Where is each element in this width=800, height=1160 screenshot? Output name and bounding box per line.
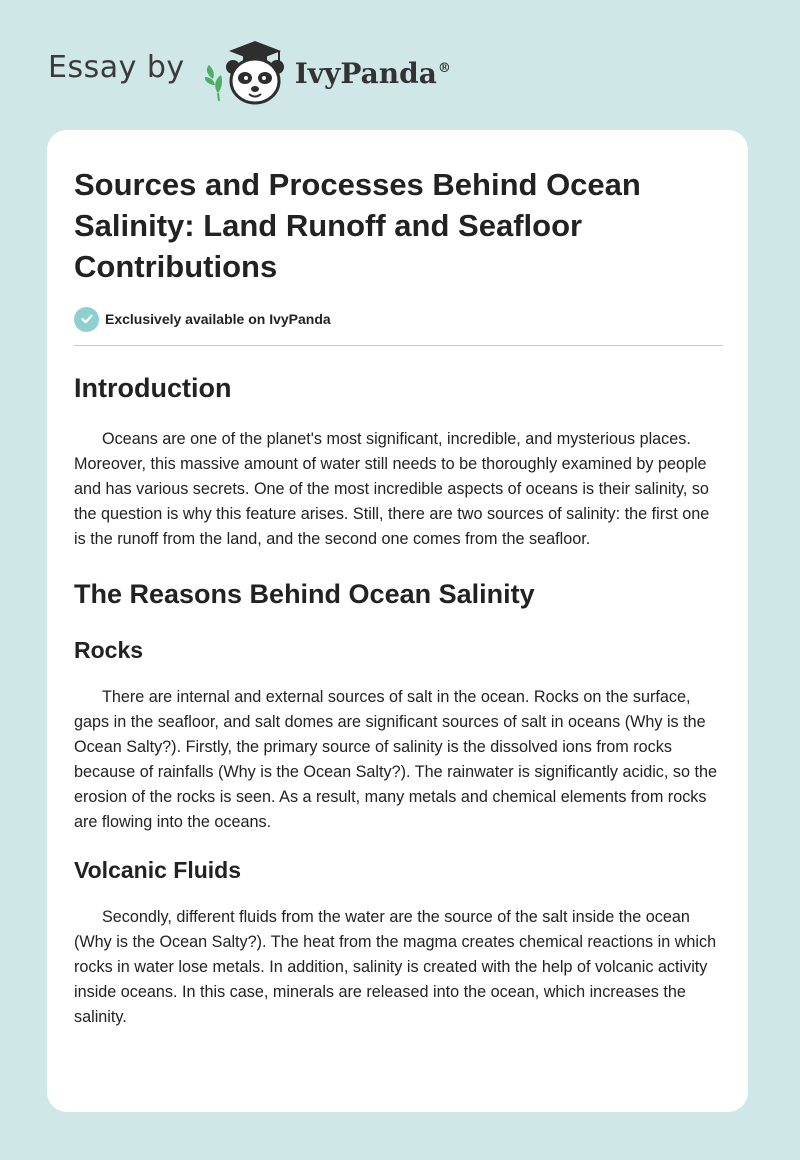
site-header — [48, 36, 451, 106]
title-divider — [74, 345, 723, 346]
introduction-paragraph: Oceans are one of the planet's most significant, incredible, and mysterious places. Moreover, this massive amount of water still needs to be thoroughly examined by people and has various secrets. One of the most incredible aspects of oceans is their salinity, so the question is why this feature arises. Still, there are two sources of salinity: the first one is the runoff from the land, and the second one comes from the seafloor. — [74, 430, 710, 548]
volcanic-fluids-paragraph: Secondly, different fluids from the water are the source of the salt inside the ocean (Why is the Ocean Salty?). The heat from the magma creates chemical reactions in which rocks in water lose metals. In addition, salinity is created with the help of volcanic activity inside oceans. In this case, minerals are released into the ocean, which increases the salinity. — [74, 908, 717, 1026]
essay-content — [74, 164, 723, 1030]
rocks-paragraph: There are internal and external sources of salt in the ocean. Rocks on the surface, gaps in the seafloor, and salt domes are significant sources of salt in oceans (Why is the Ocean Salty?). Firstly, the primary source of salinity is the dissolved ions from rocks because of rainfalls (Why is the Ocean Salty?). The rainwater is significantly acidic, so the erosion of the rocks is seen. As a result, many metals and chemical elements from rocks are flowing into the oceans. — [74, 688, 717, 831]
essay-title: Sources and Processes Behind Ocean Salinity: Land Runoff and Seafloor Contributions — [74, 167, 641, 284]
essay-by-label: Essay by — [48, 49, 185, 85]
brand-name[interactable] — [295, 57, 451, 90]
exclusive-badge — [74, 306, 723, 332]
registered-mark: ® — [437, 61, 451, 77]
exclusive-badge-text: Exclusively available on IvyPanda — [105, 311, 331, 327]
brand-name-text: IvyPanda — [294, 56, 437, 90]
volcanic-fluids-heading: Volcanic Fluids — [74, 857, 241, 883]
essay-card — [47, 130, 748, 1112]
panda-graduate-logo-icon[interactable] — [199, 35, 291, 107]
introduction-heading: Introduction — [74, 373, 232, 403]
reasons-heading: The Reasons Behind Ocean Salinity — [74, 579, 535, 609]
check-circle-icon — [74, 307, 99, 332]
rocks-heading: Rocks — [74, 637, 144, 663]
